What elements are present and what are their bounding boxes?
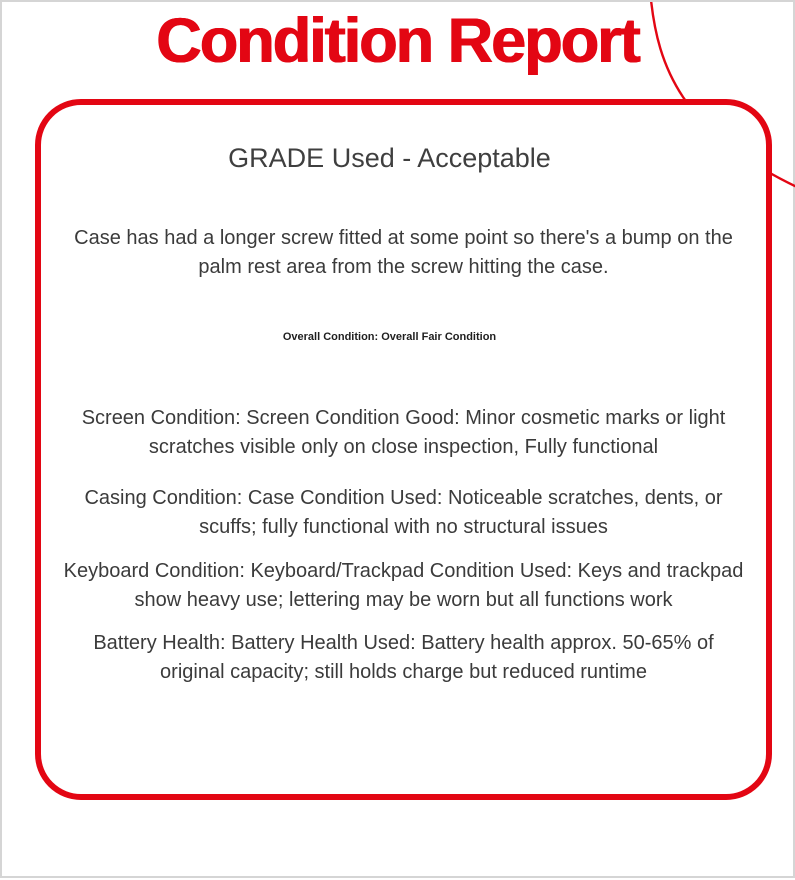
paragraph-line: show heavy use; lettering may be worn but all functions work xyxy=(134,589,673,611)
paragraph-line: original capacity; still holds charge but reduced runtime xyxy=(160,661,647,683)
casing-condition-paragraph xyxy=(41,484,766,542)
keyboard-condition-paragraph xyxy=(41,557,766,615)
note-line: Case has had a longer screw fitted at some point so there's a bump on the xyxy=(74,227,733,249)
paragraph-line: scuffs; fully functional with no structural issues xyxy=(199,516,608,538)
grade-heading: GRADE Used - Acceptable xyxy=(228,143,551,173)
report-box xyxy=(35,99,772,800)
note-paragraph xyxy=(41,224,766,282)
page-title: Condition Report xyxy=(156,6,639,76)
overall-condition-text: Overall Condition: Overall Fair Condition xyxy=(282,331,497,343)
paragraph-line: Screen Condition: Screen Condition Good: Minor cosmetic marks or light xyxy=(81,407,726,429)
paragraph-line: scratches visible only on close inspection, Fully functional xyxy=(148,436,659,458)
paragraph-line: Battery Health: Battery Health Used: Battery health approx. 50-65% of xyxy=(93,632,714,654)
battery-health-paragraph xyxy=(41,629,766,687)
note-line: palm rest area from the screw hitting the case. xyxy=(198,256,609,278)
paragraph-line: Keyboard Condition: Keyboard/Trackpad Condition Used: Keys and trackpad xyxy=(63,560,744,582)
screen-condition-paragraph xyxy=(41,404,766,462)
paragraph-line: Casing Condition: Case Condition Used: Noticeable scratches, dents, or xyxy=(84,487,723,509)
